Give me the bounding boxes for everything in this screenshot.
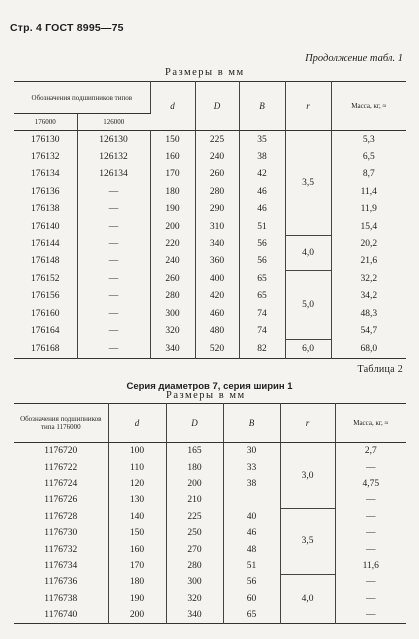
- designation-1176000: 1176732: [14, 541, 108, 557]
- designation-176000: 176164: [14, 322, 77, 339]
- value-D: 180: [166, 459, 223, 475]
- value-d: 240: [150, 253, 195, 270]
- value-D: 270: [166, 541, 223, 557]
- col-d-header: d: [150, 82, 195, 131]
- value-mass: 11,4: [360, 186, 377, 197]
- designation-176000: 176134: [14, 166, 77, 183]
- value-D: 340: [166, 607, 223, 624]
- value-mass: —: [366, 462, 376, 473]
- table-row: [14, 270, 406, 287]
- table-row: [14, 148, 406, 165]
- value-mass: 20,2: [360, 239, 378, 250]
- col-mass-header: Масса, кг, ≈: [335, 404, 406, 443]
- value-D: 225: [195, 131, 239, 149]
- value-r: 4,0: [280, 574, 335, 624]
- value-D: 320: [166, 591, 223, 607]
- value-B: 56: [223, 574, 280, 590]
- value-d: 160: [108, 541, 166, 557]
- value-mass: 8,7: [362, 169, 375, 180]
- value-r: 3,0: [280, 443, 335, 509]
- designation-126000: 126130: [77, 131, 150, 149]
- value-d: 320: [150, 322, 195, 339]
- value-D: 460: [195, 305, 239, 322]
- value-mass: —: [366, 528, 376, 539]
- value-mass: —: [366, 495, 376, 506]
- value-mass: 2,7: [364, 446, 377, 457]
- col-type2-header: 126000: [77, 114, 150, 131]
- value-d: 200: [150, 218, 195, 235]
- table-row: [14, 305, 406, 322]
- value-D: 280: [195, 183, 239, 200]
- table-row: [14, 253, 406, 270]
- col-D-header: D: [166, 404, 223, 443]
- designation-126000: 126132: [77, 148, 150, 165]
- value-d: 120: [108, 476, 166, 492]
- value-B: 56: [239, 235, 285, 252]
- designation-126000: —: [77, 183, 150, 200]
- value-d: 100: [108, 443, 166, 460]
- bearing-table-1: [14, 81, 406, 359]
- value-mass: 6,5: [362, 152, 375, 163]
- value-d: 200: [108, 607, 166, 624]
- designation-1176000: 1176722: [14, 459, 108, 475]
- designation-126000: —: [77, 305, 150, 322]
- value-mass: 68,0: [360, 343, 378, 354]
- value-D: 250: [166, 525, 223, 541]
- value-B: 56: [239, 253, 285, 270]
- value-d: 110: [108, 459, 166, 475]
- table-row: [14, 218, 406, 235]
- value-mass: 21,6: [360, 256, 378, 267]
- value-d: 280: [150, 288, 195, 305]
- value-B: 48: [223, 541, 280, 557]
- designation-1176000: 1176740: [14, 607, 108, 624]
- value-D: 225: [166, 509, 223, 525]
- value-d: 260: [150, 270, 195, 287]
- value-D: 400: [195, 270, 239, 287]
- designation-126000: —: [77, 340, 150, 358]
- table-row: [14, 558, 406, 574]
- value-D: 210: [166, 492, 223, 508]
- table-row: [14, 607, 406, 624]
- designation-176000: 176156: [14, 288, 77, 305]
- col-B-header: B: [239, 82, 285, 131]
- value-B: 51: [223, 558, 280, 574]
- value-r: 5,0: [285, 270, 331, 340]
- designation-176000: 176132: [14, 148, 77, 165]
- designation-1176000: 1176734: [14, 558, 108, 574]
- page-header: Стр. 4 ГОСТ 8995—75: [10, 22, 124, 34]
- designation-176000: 176152: [14, 270, 77, 287]
- value-B: [223, 492, 280, 508]
- value-d: 160: [150, 148, 195, 165]
- value-r: 3,5: [285, 131, 331, 236]
- value-D: 310: [195, 218, 239, 235]
- table-row: [14, 525, 406, 541]
- table-row: [14, 183, 406, 200]
- col-designation-header: Обозначения подшипников типов: [14, 82, 150, 114]
- table-row: [14, 322, 406, 339]
- value-B: 74: [239, 322, 285, 339]
- value-r: 4,0: [285, 235, 331, 270]
- value-mass: 15,4: [360, 221, 378, 232]
- value-mass: 48,3: [360, 308, 378, 319]
- designation-126000: —: [77, 288, 150, 305]
- table-row: [14, 201, 406, 218]
- value-B: 30: [223, 443, 280, 460]
- table-row: [14, 131, 406, 149]
- table-continuation-label: Продолжение табл. 1: [305, 53, 403, 64]
- value-mass: 54,7: [360, 325, 378, 336]
- value-D: 360: [195, 253, 239, 270]
- value-B: 65: [239, 270, 285, 287]
- value-mass: 11,6: [362, 560, 379, 571]
- table-row: [14, 235, 406, 252]
- designation-176000: 176144: [14, 235, 77, 252]
- value-B: 82: [239, 340, 285, 358]
- value-mass: 5,3: [362, 134, 375, 145]
- value-B: 46: [239, 183, 285, 200]
- designation-1176000: 1176730: [14, 525, 108, 541]
- designation-126000: —: [77, 270, 150, 287]
- designation-1176000: 1176728: [14, 509, 108, 525]
- value-D: 340: [195, 235, 239, 252]
- table-row: [14, 509, 406, 525]
- value-r: 3,5: [280, 509, 335, 575]
- designation-176000: 176138: [14, 201, 77, 218]
- table-row: [14, 574, 406, 590]
- col-type1-header: 176000: [14, 114, 77, 131]
- designation-126000: —: [77, 218, 150, 235]
- table-row: [14, 340, 406, 358]
- col-r-header: r: [285, 82, 331, 131]
- value-B: 40: [223, 509, 280, 525]
- col-r-header: r: [280, 404, 335, 443]
- table2-caption: Размеры в мм: [166, 390, 246, 401]
- bearing-table-2: [14, 403, 406, 624]
- value-D: 240: [195, 148, 239, 165]
- value-d: 180: [108, 574, 166, 590]
- value-d: 190: [108, 591, 166, 607]
- value-D: 280: [166, 558, 223, 574]
- designation-176000: 176136: [14, 183, 77, 200]
- designation-126000: —: [77, 201, 150, 218]
- designation-126000: —: [77, 253, 150, 270]
- designation-1176000: 1176726: [14, 492, 108, 508]
- designation-176000: 176148: [14, 253, 77, 270]
- value-r: 6,0: [285, 340, 331, 358]
- value-B: 46: [239, 201, 285, 218]
- table-row: [14, 541, 406, 557]
- col-D-header: D: [195, 82, 239, 131]
- value-d: 170: [150, 166, 195, 183]
- value-d: 150: [108, 525, 166, 541]
- designation-126000: —: [77, 235, 150, 252]
- designation-176000: 176160: [14, 305, 77, 322]
- value-d: 150: [150, 131, 195, 149]
- value-D: 290: [195, 201, 239, 218]
- designation-176000: 176140: [14, 218, 77, 235]
- value-B: 42: [239, 166, 285, 183]
- col-B-header: B: [223, 404, 280, 443]
- value-B: 33: [223, 459, 280, 475]
- value-B: 46: [223, 525, 280, 541]
- value-mass: 34,2: [360, 291, 378, 302]
- value-mass: —: [366, 593, 376, 604]
- value-B: 74: [239, 305, 285, 322]
- value-B: 38: [223, 476, 280, 492]
- table2-number: Таблица 2: [357, 364, 403, 375]
- value-D: 200: [166, 476, 223, 492]
- col-mass-header: Масса, кг, ≈: [331, 82, 406, 131]
- value-mass: —: [366, 544, 376, 555]
- value-d: 170: [108, 558, 166, 574]
- designation-126000: 126134: [77, 166, 150, 183]
- value-mass: —: [366, 511, 376, 522]
- designation-1176000: 1176738: [14, 591, 108, 607]
- value-B: 65: [239, 288, 285, 305]
- value-d: 340: [150, 340, 195, 358]
- table-row: [14, 492, 406, 508]
- table-row: [14, 476, 406, 492]
- designation-126000: —: [77, 322, 150, 339]
- value-d: 300: [150, 305, 195, 322]
- value-mass: 32,2: [360, 273, 378, 284]
- value-B: 38: [239, 148, 285, 165]
- value-mass: —: [366, 577, 376, 588]
- value-D: 480: [195, 322, 239, 339]
- table-row: [14, 166, 406, 183]
- designation-1176000: 1176724: [14, 476, 108, 492]
- value-B: 35: [239, 131, 285, 149]
- value-mass: 11,9: [360, 204, 377, 215]
- value-D: 420: [195, 288, 239, 305]
- designation-176000: 176168: [14, 340, 77, 358]
- value-B: 51: [239, 218, 285, 235]
- col-designation-header: Обозначения подшипников типа 1176000: [14, 404, 108, 443]
- value-D: 520: [195, 340, 239, 358]
- value-D: 260: [195, 166, 239, 183]
- table1-caption: Размеры в мм: [165, 67, 245, 78]
- value-d: 140: [108, 509, 166, 525]
- value-d: 220: [150, 235, 195, 252]
- table-row: [14, 459, 406, 475]
- value-B: 65: [223, 607, 280, 624]
- designation-176000: 176130: [14, 131, 77, 149]
- value-D: 300: [166, 574, 223, 590]
- designation-1176000: 1176736: [14, 574, 108, 590]
- table2-series-title: Серия диаметров 7, серия ширин 1: [126, 381, 293, 392]
- value-d: 180: [150, 183, 195, 200]
- value-D: 165: [166, 443, 223, 460]
- value-B: 60: [223, 591, 280, 607]
- designation-1176000: 1176720: [14, 443, 108, 460]
- table-row: [14, 591, 406, 607]
- value-d: 190: [150, 201, 195, 218]
- value-mass: 4,75: [362, 478, 380, 489]
- col-d-header: d: [108, 404, 166, 443]
- table-row: [14, 443, 406, 460]
- table-row: [14, 288, 406, 305]
- value-d: 130: [108, 492, 166, 508]
- value-mass: —: [366, 610, 376, 621]
